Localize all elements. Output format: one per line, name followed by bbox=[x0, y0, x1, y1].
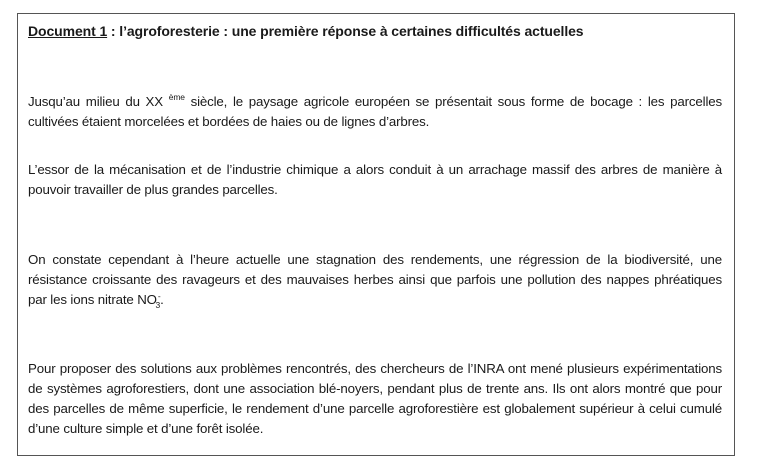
p3-text: On constate cependant à l’heure actuelle une stagnation des rendements, une régression de la biodiversité, une résistance croissante des ravageurs et des mauvaises herbes ainsi que parfois une pollution des nappes phréatiques par les ions nitrate bbox=[28, 252, 722, 307]
title-rest: : une première réponse à certaines difficultés actuelles bbox=[219, 23, 584, 39]
paragraph-mechanisation: L’essor de la mécanisation et de l’industrie chimique a alors conduit à un arrachage massif des arbres de manière à pouvoir travailler de plus grandes parcelles. bbox=[28, 162, 722, 197]
paragraph-research: Pour proposer des solutions aux problèmes rencontrés, des chercheurs de l’INRA ont mené plusieurs expérimentations de systèmes agroforestiers, dont une association blé-noyers, pendant plus de trente ans. Ils ont alors montré que pour des parcelles de même superficie, le rendement d’une parcelle agroforestière est globalement supérieur à celui cumulé d’une culture simple et d’une forêt isolée. bbox=[28, 361, 722, 436]
p3-end: . bbox=[160, 292, 164, 307]
title-main: l’agroforesterie bbox=[119, 23, 220, 39]
document-frame bbox=[17, 13, 735, 456]
ion-index: 3 bbox=[155, 300, 161, 310]
document-title bbox=[28, 23, 584, 39]
ion-base: NO bbox=[137, 292, 157, 307]
paragraph-problems bbox=[28, 250, 722, 311]
ion-charge: - bbox=[157, 291, 161, 301]
document-label: Document 1 bbox=[28, 23, 108, 39]
p1-text-start: Jusqu’au milieu du XX bbox=[28, 94, 169, 109]
p1-text-end: siècle, le paysage agricole européen se présentait sous forme de bocage : les parcelles cultivées étaient morcelées et bordées de haies ou de lignes d’arbres. bbox=[28, 94, 722, 129]
title-separator: : bbox=[107, 23, 120, 39]
century-superscript: ème bbox=[168, 92, 185, 102]
nitrate-ion-formula bbox=[137, 290, 160, 311]
paragraph-history bbox=[28, 92, 722, 132]
